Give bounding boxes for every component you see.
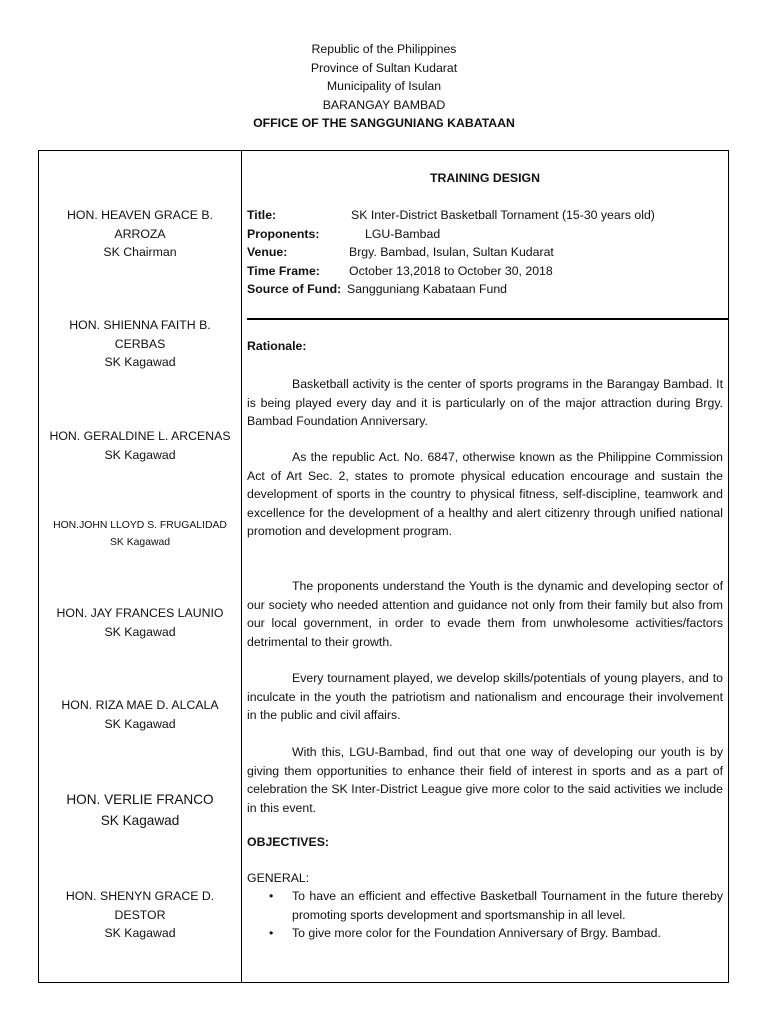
header-province: Province of Sultan Kudarat: [310, 60, 458, 75]
general-heading: GENERAL:: [247, 871, 310, 885]
member-position: SK Chairman: [103, 245, 177, 259]
document-header: [0, 40, 768, 133]
member-position: SK Kagawad: [104, 447, 176, 462]
info-row-title: [247, 206, 655, 225]
member-name: HON. SHENYN GRACE D.: [65, 889, 215, 903]
info-label: Proponents:: [247, 226, 320, 241]
general-objectives-list: [247, 887, 723, 943]
member-kagawad-5: [39, 696, 241, 733]
member-kagawad-6: [39, 789, 241, 831]
bullet-icon: •: [269, 889, 274, 903]
rationale-paragraph-3: The proponents understand the Youth is the dynamic and developing sector of our society who needed attention and guidance not only from their family but also from our local government, in order to evade them from unwholesome activities/factors detrimental to their growth.: [247, 579, 723, 649]
member-position: SK Kagawad: [109, 537, 171, 548]
column-divider: [241, 151, 242, 982]
member-position: SK Kagawad: [104, 716, 176, 731]
section-rule: [247, 318, 728, 320]
info-value: Brgy. Bambad, Isulan, Sultan Kudarat: [349, 245, 554, 259]
info-value: October 13,2018 to October 30, 2018: [349, 263, 553, 278]
member-name-cont: CERBAS: [114, 336, 166, 351]
info-row-time-frame: [247, 262, 655, 281]
member-name: HON. VERLIE FRANCO: [66, 792, 214, 807]
member-name-cont: ARROZA: [114, 226, 166, 241]
info-value: SK Inter-District Basketball Tornament (15-30 years old): [351, 208, 655, 222]
header-republic: Republic of the Philippines: [311, 42, 457, 56]
member-name: HON.JOHN LLOYD S. FRUGALIDAD: [53, 520, 227, 531]
member-name: HON. GERALDINE L. ARCENAS: [49, 429, 231, 443]
header-municipality: Municipality of Isulan: [326, 79, 442, 93]
training-design-title: TRAINING DESIGN: [430, 171, 540, 185]
member-position: SK Kagawad: [104, 624, 176, 639]
list-item: [247, 887, 723, 924]
bullet-icon: •: [269, 926, 274, 940]
member-kagawad-2: [39, 427, 241, 464]
member-kagawad-7: [39, 887, 241, 943]
objectives-heading: OBJECTIVES:: [247, 835, 329, 849]
header-office: OFFICE OF THE SANGGUNIANG KABATAAN: [253, 116, 515, 130]
rationale-heading: Rationale:: [247, 339, 307, 353]
info-label: Title:: [247, 208, 277, 222]
member-name: HON. SHIENNA FAITH B.: [69, 318, 211, 332]
list-item-text: To have an efficient and effective Basketball Tournament in the future thereby promoting sports development and sportsmanship in all level.: [292, 889, 723, 922]
info-row-venue: [247, 243, 655, 262]
member-name: HON. RIZA MAE D. ALCALA: [61, 698, 219, 712]
info-label: Time Frame:: [247, 263, 320, 278]
info-row-source-of-fund: [247, 280, 655, 299]
member-kagawad-1: [39, 316, 241, 372]
design-info: [247, 206, 655, 299]
info-label: Venue:: [247, 245, 288, 259]
member-chairman: [39, 206, 241, 262]
member-kagawad-4: [39, 604, 241, 641]
document-frame: [38, 150, 729, 983]
member-position: SK Kagawad: [104, 355, 176, 369]
info-value: Sangguniang Kabataan Fund: [347, 282, 507, 296]
rationale-paragraph-4: Every tournament played, we develop skills/potentials of young players, and to inculcate in the youth the patriotism and nationalism and encourage their involvement in the public and civil affairs.: [247, 671, 723, 722]
rationale-paragraph-1: Basketball activity is the center of sports programs in the Barangay Bambad. It is being played every day and it is particularly on of the major attraction during Brgy. Bambad Foundation Anniversary.: [247, 377, 723, 428]
rationale-paragraph-5: With this, LGU-Bambad, find out that one way of developing our youth is by giving them opportunities to enhance their field of interest in sports and as a part of celebration the SK Inter-District League give more color to the said activities we include in this event.: [247, 745, 723, 815]
member-position: SK Kagawad: [100, 813, 180, 828]
rationale-paragraph-2: As the republic Act. No. 6847, otherwise known as the Philippine Commission Act of Art Sec. 2, states to promote physical education encourage and sustain the development of sports in the country to physical fitness, self-discipline, teamwork and excellence for the development of a healthy and alert citizenry through unified national promotion and development program.: [247, 450, 723, 538]
list-item-text: To give more color for the Foundation Anniversary of Brgy. Bambad.: [292, 926, 661, 940]
training-design: [247, 151, 723, 982]
header-barangay: BARANGAY BAMBAD: [322, 97, 446, 112]
info-row-proponents: [247, 225, 655, 244]
info-label: Source of Fund:: [247, 282, 342, 296]
info-value: LGU-Bambad: [365, 226, 441, 241]
member-name: HON. HEAVEN GRACE B.: [67, 208, 213, 222]
member-kagawad-3: [39, 517, 241, 551]
member-name: HON. JAY FRANCES LAUNIO: [56, 606, 224, 620]
member-name-cont: DESTOR: [114, 907, 166, 922]
member-position: SK Kagawad: [104, 926, 176, 940]
list-item: [247, 924, 723, 943]
